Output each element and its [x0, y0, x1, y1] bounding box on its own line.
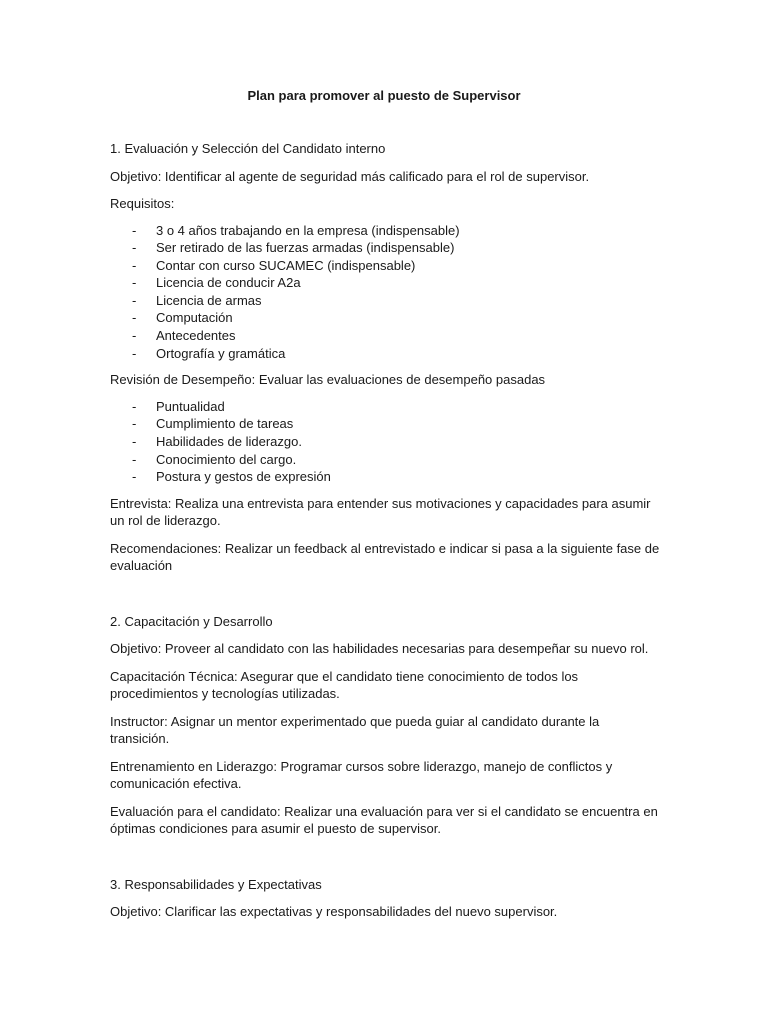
- section-1-heading: 1. Evaluación y Selección del Candidato interno: [110, 141, 386, 156]
- list-item: [110, 327, 660, 345]
- section-1-objective: Objetivo: Identificar al agente de seguridad más calificado para el rol de supervisor.: [110, 168, 590, 184]
- section-2-heading: 2. Capacitación y Desarrollo: [110, 613, 273, 629]
- list-item: [110, 222, 660, 240]
- list-item: [110, 451, 660, 469]
- document-body: [110, 140, 660, 921]
- bullet-dash: -: [132, 310, 137, 326]
- technical-training: Capacitación Técnica: Asegurar que el candidato tiene conocimiento de todos los procedimientos y tecnologías utilizadas.: [110, 668, 579, 702]
- section-3-heading: 3. Responsabilidades y Expectativas: [110, 876, 322, 892]
- list-item-text: Computación: [156, 310, 233, 326]
- section-3-objective: Objetivo: Clarificar las expectativas y responsabilidades del nuevo supervisor.: [110, 904, 558, 920]
- review-list: [110, 398, 660, 486]
- list-item-text: 3 o 4 años trabajando en la empresa (indispensable): [156, 222, 460, 238]
- requirements-list: [110, 222, 660, 363]
- list-item: [110, 433, 660, 451]
- list-item: [110, 415, 660, 433]
- bullet-dash: -: [132, 469, 137, 485]
- list-item-text: Licencia de armas: [156, 292, 262, 308]
- list-item: [110, 345, 660, 363]
- list-item-text: Ortografía y gramática: [156, 345, 286, 361]
- list-item-text: Habilidades de liderazgo.: [156, 433, 302, 449]
- list-item-text: Licencia de conducir A2a: [156, 275, 301, 291]
- candidate-evaluation: Evaluación para el candidato: Realizar una evaluación para ver si el candidato se encuentra en óptimas condiciones para asumir el puesto de supervisor.: [110, 803, 658, 837]
- list-item: [110, 274, 660, 292]
- bullet-dash: -: [132, 398, 137, 414]
- performance-review: Revisión de Desempeño: Evaluar las evaluaciones de desempeño pasadas: [110, 372, 546, 388]
- bullet-dash: -: [132, 275, 137, 291]
- bullet-dash: -: [132, 222, 137, 238]
- recommendations-paragraph: Recomendaciones: Realizar un feedback al entrevistado e indicar si pasa a la siguiente fase de evaluación: [110, 540, 660, 574]
- list-item-text: Cumplimiento de tareas: [156, 416, 294, 432]
- list-item-text: Puntualidad: [156, 398, 225, 414]
- list-item: [110, 309, 660, 327]
- list-item-text: Contar con curso SUCAMEC (indispensable): [156, 257, 416, 273]
- leadership-training: Entrenamiento en Liderazgo: Programar cursos sobre liderazgo, manejo de conflictos y comunicación efectiva.: [110, 758, 613, 792]
- list-item-text: Postura y gestos de expresión: [156, 469, 331, 485]
- bullet-dash: -: [132, 257, 137, 273]
- list-item-text: Antecedentes: [156, 328, 236, 344]
- list-item: [110, 468, 660, 486]
- bullet-dash: -: [132, 328, 137, 344]
- list-item-text: Conocimiento del cargo.: [156, 451, 297, 467]
- bullet-dash: -: [132, 451, 137, 467]
- instructor-paragraph: Instructor: Asignar un mentor experimentado que pueda guiar al candidato durante la transición.: [110, 713, 600, 747]
- list-item: [110, 398, 660, 416]
- requirements-label: Requisitos:: [110, 196, 175, 211]
- interview-paragraph: Entrevista: Realiza una entrevista para entender sus motivaciones y capacidades para asumir un rol de liderazgo.: [110, 495, 651, 529]
- bullet-dash: -: [132, 433, 137, 449]
- section-2-objective: Objetivo: Proveer al candidato con las habilidades necesarias para desempeñar su nuevo rol.: [110, 641, 649, 657]
- bullet-dash: -: [132, 292, 137, 308]
- list-item: [110, 257, 660, 275]
- list-item-text: Ser retirado de las fuerzas armadas (indispensable): [156, 240, 455, 256]
- bullet-dash: -: [132, 416, 137, 432]
- list-item: [110, 239, 660, 257]
- list-item: [110, 292, 660, 310]
- document-title: Plan para promover al puesto de Supervisor: [247, 88, 521, 103]
- bullet-dash: -: [132, 240, 137, 256]
- bullet-dash: -: [132, 345, 137, 361]
